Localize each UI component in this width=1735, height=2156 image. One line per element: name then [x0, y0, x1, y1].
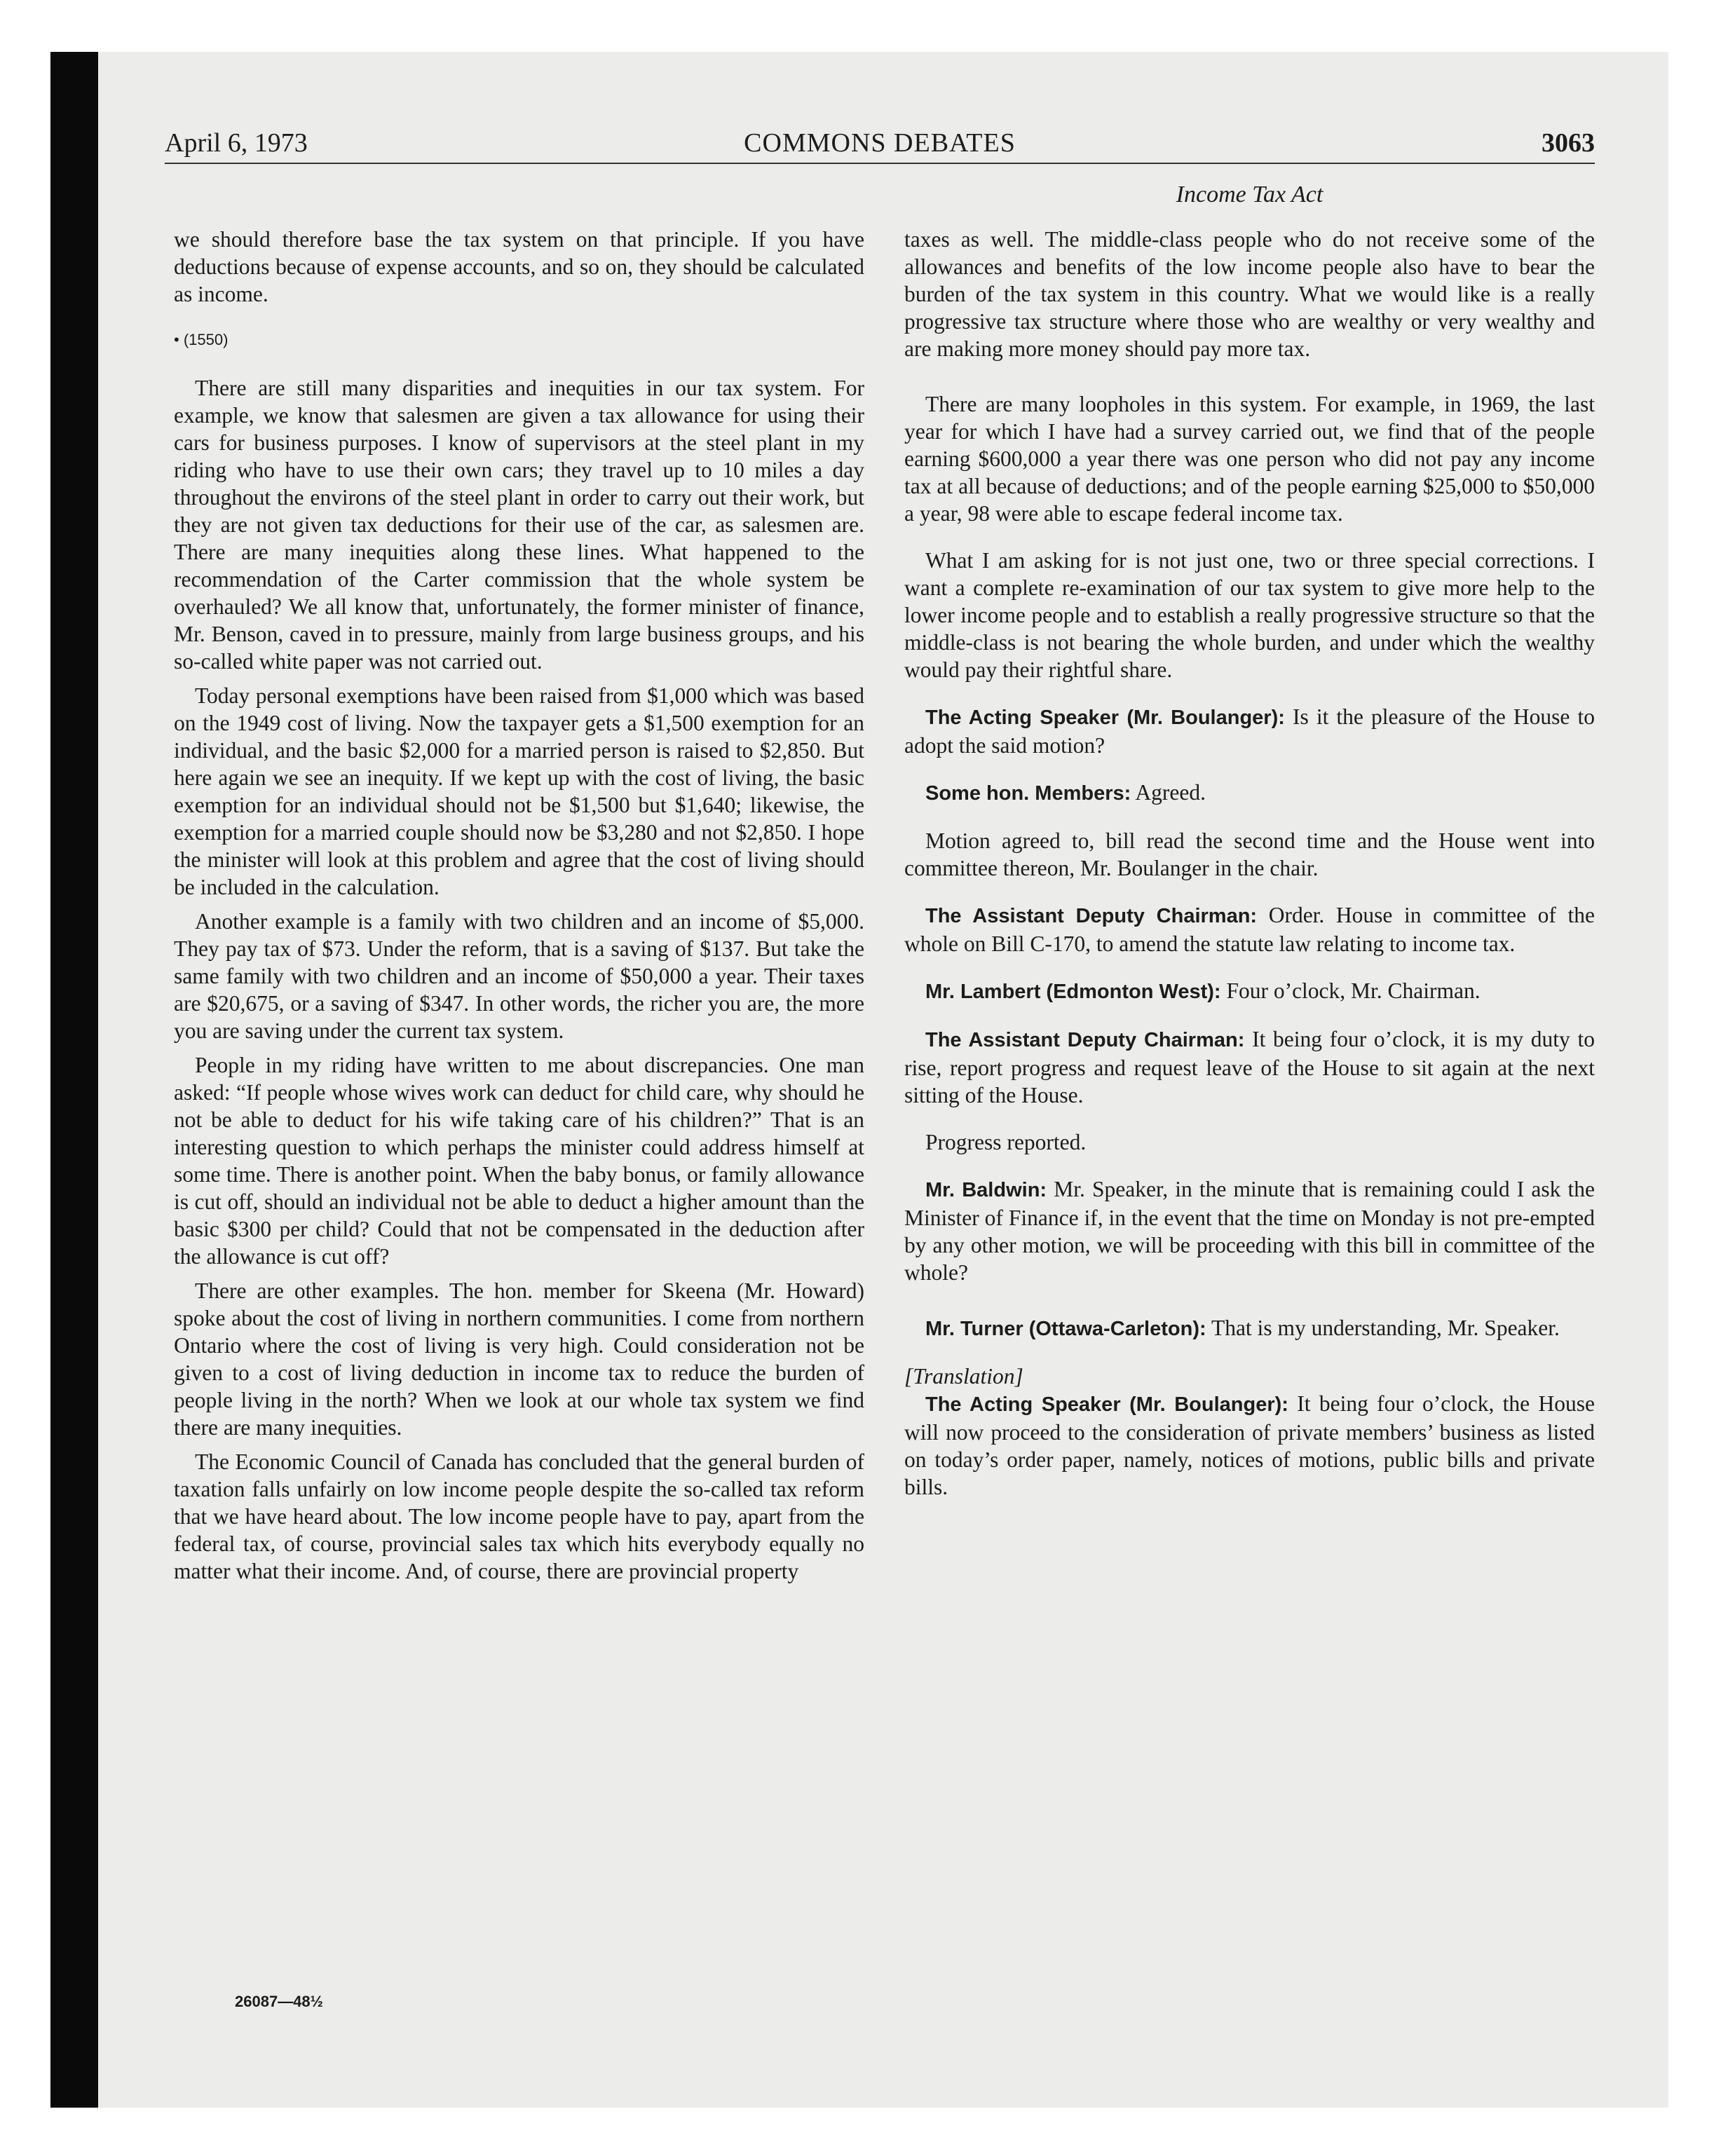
speaker-name: Some hon. Members:	[925, 782, 1131, 805]
speech-baldwin	[904, 1175, 1595, 1286]
paragraph: Today personal exemptions have been raised from $1,000 which was based on the 1949 cost of living. Now the taxpayer gets a $1,500 exemption for an individual, and the basic $2,000 for a married person is raised to $2,850. But here again we see an inequity. If we kept up with the cost of living, the basic exemption for an individual should not be $1,500 but $1,640; likewise, the exemption for a married couple should now be $3,280 and not $2,850. I hope the minister will look at this problem and agree that the cost of living should be included in the calculation.	[174, 683, 864, 899]
speaker-name: Mr. Lambert (Edmonton West):	[925, 981, 1221, 1003]
header-title: COMMONS DEBATES	[744, 128, 1016, 158]
paragraph: Motion agreed to, bill read the second time and the House went into committee thereon, Mr. Boulanger in the chair.	[904, 828, 1595, 880]
time-marker: • (1550)	[174, 331, 229, 348]
paragraph: People in my riding have written to me about discrepancies. One man asked: “If people whose wives work can deduct for child care, why should he not be able to deduct for his wife taking care of his children?” That is an interesting question to which perhaps the minister could address himself at some time. There is another point. When the baby bonus, or family allowance is cut off, should an individual not be able to deduct a higher amount than the basic $300 per child? Could that not be compensated in the deduction after the allowance is cut off?	[174, 1053, 864, 1269]
paragraph: Progress reported.	[925, 1130, 1087, 1154]
header-date: April 6, 1973	[165, 128, 308, 158]
speech-text: It being four o’clock, it is my duty to rise, report progress and request leave of the House to sit again at the next sitting of the House.	[904, 1027, 1595, 1107]
translation-note: [Translation]	[904, 1364, 1023, 1389]
speech-text: That is my understanding, Mr. Speaker.	[1206, 1316, 1560, 1340]
header-page-number: 3063	[1542, 128, 1595, 158]
paragraph: What I am asking for is not just one, two or three special corrections. I want a complete re-examination of our tax system to give more help to the lower income people and to establish a really progressive structure so that the middle-class is not bearing the whole burden, and under which the wealthy would pay their rightful share.	[904, 548, 1595, 682]
speech-text: Agreed.	[1131, 780, 1206, 805]
speech-text: Order. House in committee of the whole on Bill C-170, to amend the statute law relating to income tax.	[904, 903, 1595, 956]
speaker-name: Mr. Baldwin:	[925, 1179, 1047, 1201]
speaker-name: The Acting Speaker (Mr. Boulanger):	[925, 1393, 1288, 1416]
speech-lambert	[904, 977, 1595, 1006]
speech-members	[904, 779, 1595, 807]
paragraph: Another example is a family with two children and an income of $5,000. They pay tax of $73. Under the reform, that is a saving of $137. But take the same family with two children and an income of $50,000 a year. Their taxes are $20,675, or a saving of $347. In other words, the richer you are, the more you are saving under the current tax system.	[174, 909, 864, 1043]
paragraph: taxes as well. The middle-class people who do not receive some of the allowances and benefits of the low income people also have to bear the burden of the tax system in this country. What we would like is a really progressive tax structure where those who are wealthy or very wealthy and are making more money should pay more tax.	[904, 227, 1595, 361]
speech-acting-speaker	[904, 1390, 1595, 1501]
scan-edge-bar	[50, 52, 98, 2108]
page-header	[165, 126, 1595, 164]
speech-turner	[904, 1314, 1595, 1343]
paragraph: we should therefore base the tax system on that principle. If you have deductions because of expense accounts, and so on, they should be calculated as income.	[174, 227, 864, 306]
speaker-name: Mr. Turner (Ottawa-Carleton):	[925, 1318, 1206, 1340]
paragraph: There are many loopholes in this system. For example, in 1969, the last year for which I have had a survey carried out, we find that of the people earning $600,000 a year there was one person who did not pay any income tax at all because of deductions; and of the people earning $25,000 to $50,000 a year, 98 were able to escape federal income tax.	[904, 392, 1595, 526]
footer-code: 26087—48½	[235, 1993, 323, 2010]
speaker-name: The Assistant Deputy Chairman:	[925, 905, 1258, 927]
speaker-name: The Assistant Deputy Chairman:	[925, 1029, 1245, 1051]
speech-text: Mr. Speaker, in the minute that is remaining could I ask the Minister of Finance if, in the event that the time on Monday is not pre-empted by any other motion, we will be proceeding with this bill in committee of the whole?	[904, 1177, 1595, 1285]
speech-assistant-deputy-chairman	[904, 901, 1595, 957]
right-column	[904, 226, 1595, 1501]
paragraph: There are other examples. The hon. member for Skeena (Mr. Howard) spoke about the cost of living in northern communities. I come from northern Ontario where the cost of living is very high. Could consideration not be given to a cost of living deduction in income tax to reduce the burden of people living in the north? When we look at our whole tax system we find there are many inequities.	[174, 1278, 864, 1440]
left-column	[174, 226, 864, 1585]
speaker-name: The Acting Speaker (Mr. Boulanger):	[925, 707, 1285, 729]
paragraph: The Economic Council of Canada has concluded that the general burden of taxation falls unfairly on low income people despite the so-called tax reform that we have heard about. The low income people have to pay, apart from the federal tax, of course, provincial sales tax which hits everybody equally no matter what their income. And, of course, there are provincial property	[174, 1449, 864, 1583]
speech-text: It being four o’clock, the House will now proceed to the consideration of private members’ business as listed on today’s order paper, namely, notices of motions, public bills and private bills.	[904, 1391, 1595, 1499]
speech-text: Is it the pleasure of the House to adopt the said motion?	[904, 704, 1595, 758]
speech-text: Four o’clock, Mr. Chairman.	[1220, 978, 1481, 1003]
speech-acting-speaker	[904, 703, 1595, 759]
speech-assistant-deputy-chairman	[904, 1025, 1595, 1109]
paragraph: There are still many disparities and inequities in our tax system. For example, we know that salesmen are given a tax allowance for using their cars for business purposes. I know of supervisors at the steel plant in my riding who have to use their own cars; they travel up to 10 miles a day throughout the environs of the steel plant in order to carry out their work, but they are not given tax deductions for their use of the car, as salesmen are. There are many inequities along these lines. What happened to the recommendation of the Carter commission that the whole system be overhauled? We all know that, unfortunately, the former minister of finance, Mr. Benson, caved in to pressure, mainly from large business groups, and his so-called white paper was not carried out.	[174, 376, 864, 674]
section-subheader: Income Tax Act	[1176, 182, 1324, 207]
